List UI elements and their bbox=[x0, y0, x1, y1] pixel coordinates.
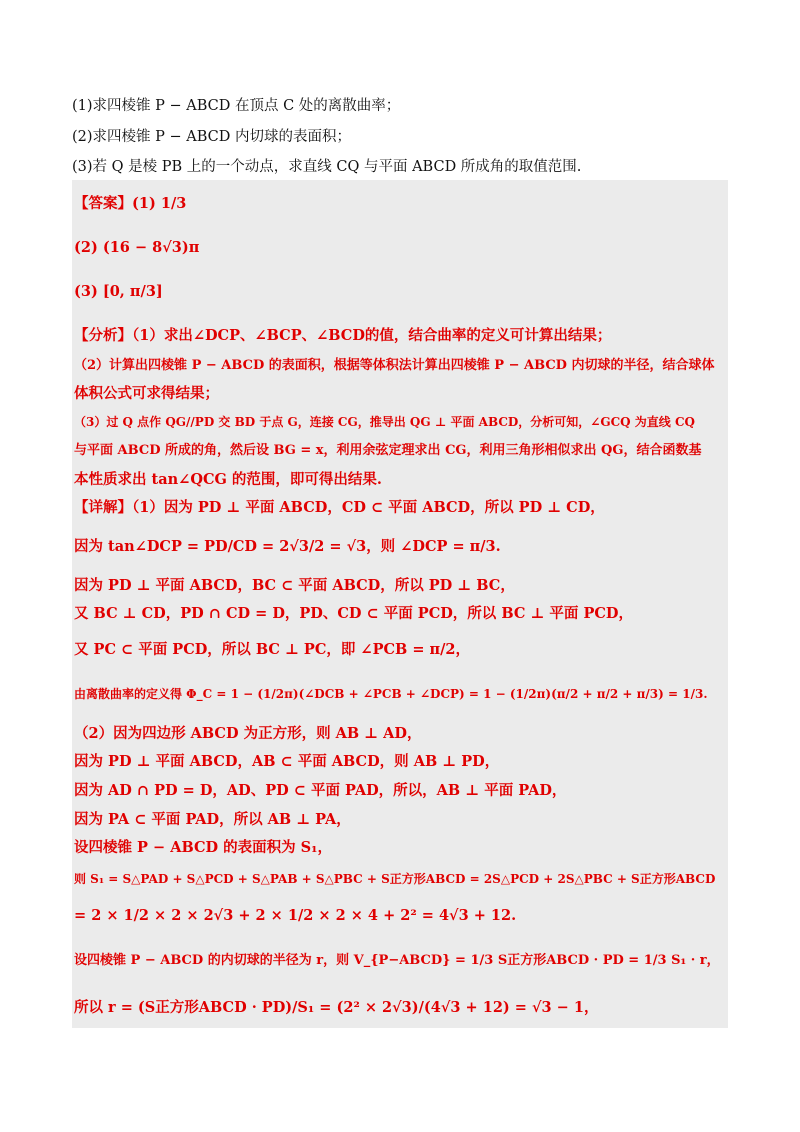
detail-label: 【详解】 bbox=[74, 499, 132, 516]
detail-line-7: （2）因为四边形 ABCD 为正方形，则 AB ⊥ AD， bbox=[74, 725, 422, 742]
detail-line-14: 设四棱锥 P − ABCD 的内切球的半径为 r，则 V_{P−ABCD} = 1/3 S正方形ABCD · PD = 1/3 S₁ · r， bbox=[74, 953, 720, 968]
answer-line-1 bbox=[74, 194, 186, 214]
analysis-label: 【分析】 bbox=[74, 327, 132, 344]
analysis-line-1 bbox=[74, 326, 611, 346]
analysis-line-4: （3）过 Q 点作 QG//PD 交 BD 于点 G，连接 CG，推导出 QG ⊥ 平面 ABCD，分析可知，∠GCQ 为直线 CQ bbox=[74, 415, 695, 429]
detail-line-11: 设四棱锥 P − ABCD 的表面积为 S₁， bbox=[74, 839, 333, 856]
detail-line-10: 因为 PA ⊂ 平面 PAD，所以 AB ⊥ PA， bbox=[74, 811, 351, 828]
analysis-text-1: （1）求出∠DCP、∠BCP、∠BCD的值，结合曲率的定义可计算出结果； bbox=[132, 327, 612, 344]
detail-line-5: 又 PC ⊂ 平面 PCD，所以 BC ⊥ PC，即 ∠PCB = π/2， bbox=[74, 641, 471, 658]
answer-part-2: (2) (16 − 8√3)π bbox=[74, 239, 200, 256]
detail-line-8: 因为 PD ⊥ 平面 ABCD，AB ⊂ 平面 ABCD，则 AB ⊥ PD， bbox=[74, 753, 500, 770]
analysis-line-6: 本性质求出 tan∠QCG 的范围，即可得出结果. bbox=[74, 471, 382, 488]
question-1: (1)求四棱锥 P − ABCD 在顶点 C 处的离散曲率； bbox=[72, 98, 401, 114]
detail-line-2: 因为 tan∠DCP = PD/CD = 2√3/2 = √3，则 ∠DCP = π/3. bbox=[74, 538, 501, 555]
detail-line-9: 因为 AD ∩ PD = D，AD、PD ⊂ 平面 PAD，所以，AB ⊥ 平面 PAD， bbox=[74, 782, 567, 799]
analysis-line-3: 体积公式可求得结果； bbox=[74, 385, 219, 402]
detail-text-1: （1）因为 PD ⊥ 平面 ABCD，CD ⊂ 平面 ABCD，所以 PD ⊥ CD， bbox=[132, 499, 605, 516]
answer-part-3: (3) [0, π/3] bbox=[74, 283, 163, 300]
detail-line-3: 因为 PD ⊥ 平面 ABCD，BC ⊂ 平面 ABCD，所以 PD ⊥ BC， bbox=[74, 577, 515, 594]
detail-line-1 bbox=[74, 498, 605, 518]
detail-line-6: 由离散曲率的定义得 Φ_C = 1 − (1/2π)(∠DCB + ∠PCB + ∠DCP) = 1 − (1/2π)(π/2 + π/2 + π/3) = 1/3. bbox=[74, 687, 708, 701]
detail-line-4: 又 BC ⊥ CD，PD ∩ CD = D，PD、CD ⊂ 平面 PCD，所以 BC ⊥ 平面 PCD， bbox=[74, 605, 633, 622]
detail-line-12: 则 S₁ = S△PAD + S△PCD + S△PAB + S△PBC + S正方形ABCD = 2S△PCD + 2S△PBC + S正方形ABCD bbox=[74, 872, 716, 886]
question-2: (2)求四棱锥 P − ABCD 内切球的表面积； bbox=[72, 129, 351, 145]
detail-line-15: 所以 r = (S正方形ABCD · PD)/S₁ = (2² × 2√3)/(4√3 + 12) = √3 − 1， bbox=[74, 999, 599, 1016]
answer-part-1: (1) 1/3 bbox=[132, 195, 187, 212]
question-3: (3)若 Q 是棱 PB 上的一个动点，求直线 CQ 与平面 ABCD 所成角的取值范围. bbox=[72, 159, 582, 175]
analysis-line-5: 与平面 ABCD 所成的角，然后设 BG = x，利用余弦定理求出 CG，利用三角形相似求出 QG，结合函数基 bbox=[74, 443, 702, 458]
detail-line-13: = 2 × 1/2 × 2 × 2√3 + 2 × 1/2 × 2 × 4 + 2² = 4√3 + 12. bbox=[74, 907, 517, 924]
analysis-line-2: （2）计算出四棱锥 P − ABCD 的表面积，根据等体积法计算出四棱锥 P − ABCD 内切球的半径，结合球体 bbox=[74, 358, 715, 373]
answer-label: 【答案】 bbox=[74, 195, 132, 212]
